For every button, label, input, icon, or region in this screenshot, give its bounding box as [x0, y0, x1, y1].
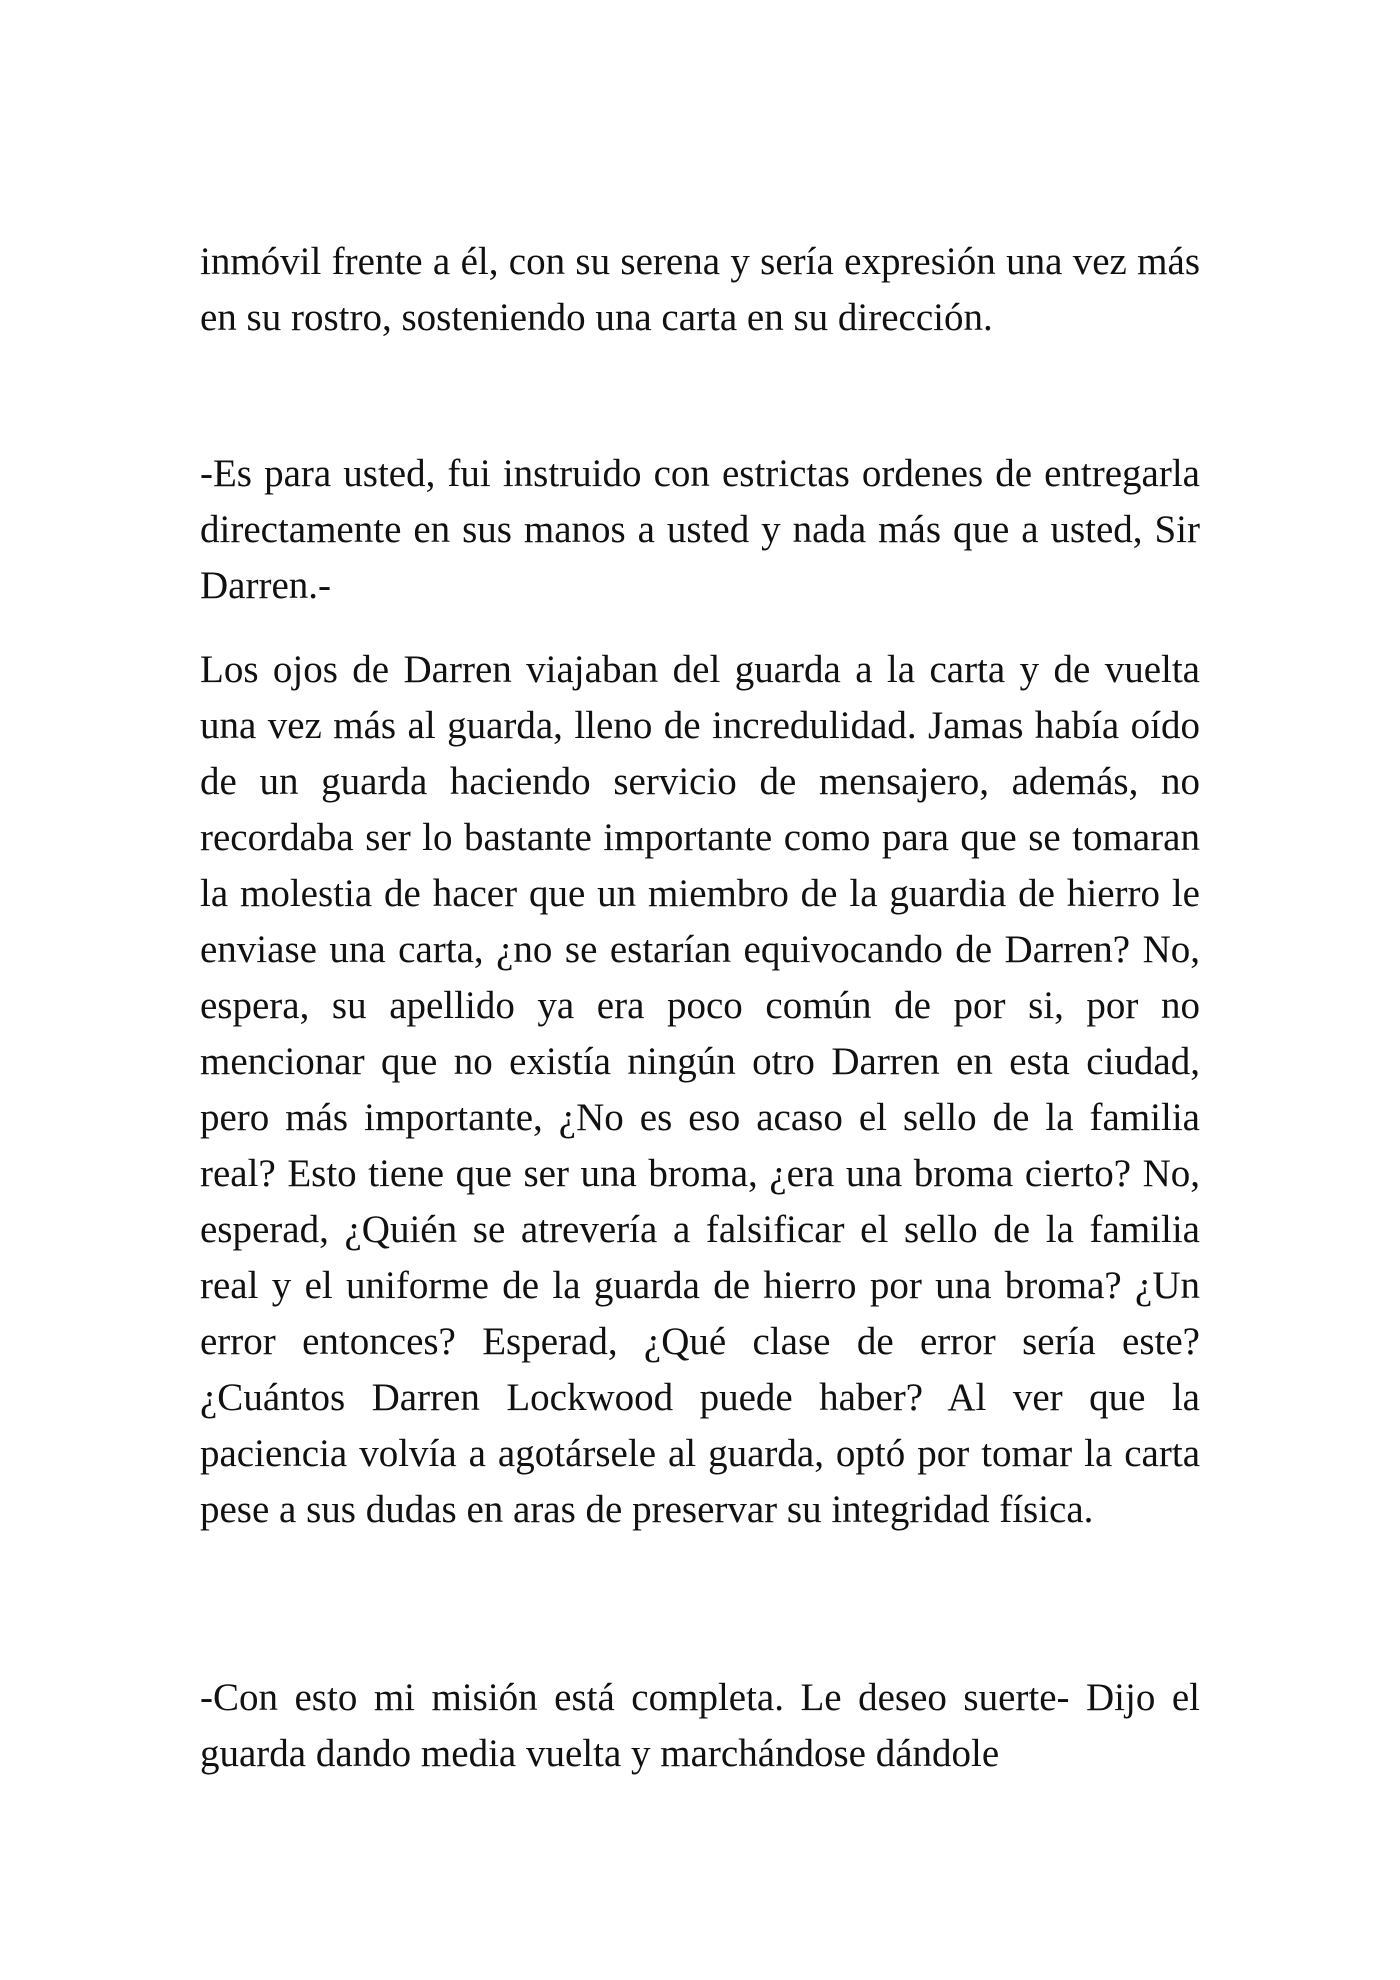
paragraph-text: -Es para usted, fui instruido con estrictas ordenes de entregarla directamente en sus manos a usted y nada más que a usted, Sir Darren.- — [200, 452, 1200, 607]
text-paragraph-3 — [200, 642, 1200, 1538]
paragraph-text: -Con esto mi misión está completa. Le deseo suerte- Dijo el guarda dando media vuelta y marchándose dándole — [200, 1676, 1200, 1775]
text-paragraph-4 — [200, 1670, 1200, 1782]
paragraph-text: inmóvil frente a él, con su serena y sería expresión una vez más en su rostro, sosteniendo una carta en su dirección. — [200, 240, 1200, 339]
paragraph-text: Los ojos de Darren viajaban del guarda a la carta y de vuelta una vez más al guarda, lleno de incredulidad. Jamas había oído de un guarda haciendo servicio de mensajero, además, no recordaba ser lo bastante importante como para que se tomaran la molestia de hacer que un miembro de la guardia de hierro le enviase una carta, ¿no se estarían equivocando de Darren? No, espera, su apellido ya era poco común de por si, por no mencionar que no existía ningún otro Darren en esta ciudad, pero más importante, ¿No es eso acaso el sello de la familia real? Esto tiene que ser una broma, ¿era una broma cierto? No, esperad, ¿Quién se atrevería a falsificar el sello de la familia real y el uniforme de la guarda de hierro por una broma? ¿Un error entonces? Esperad, ¿Qué clase de error sería este? ¿Cuántos Darren Lockwood puede haber? Al ver que la paciencia volvía a agotársele al guarda, optó por tomar la carta pese a sus dudas en aras de preservar su integridad física. — [200, 648, 1200, 1531]
text-paragraph-1 — [200, 234, 1200, 346]
text-paragraph-2 — [200, 446, 1200, 614]
